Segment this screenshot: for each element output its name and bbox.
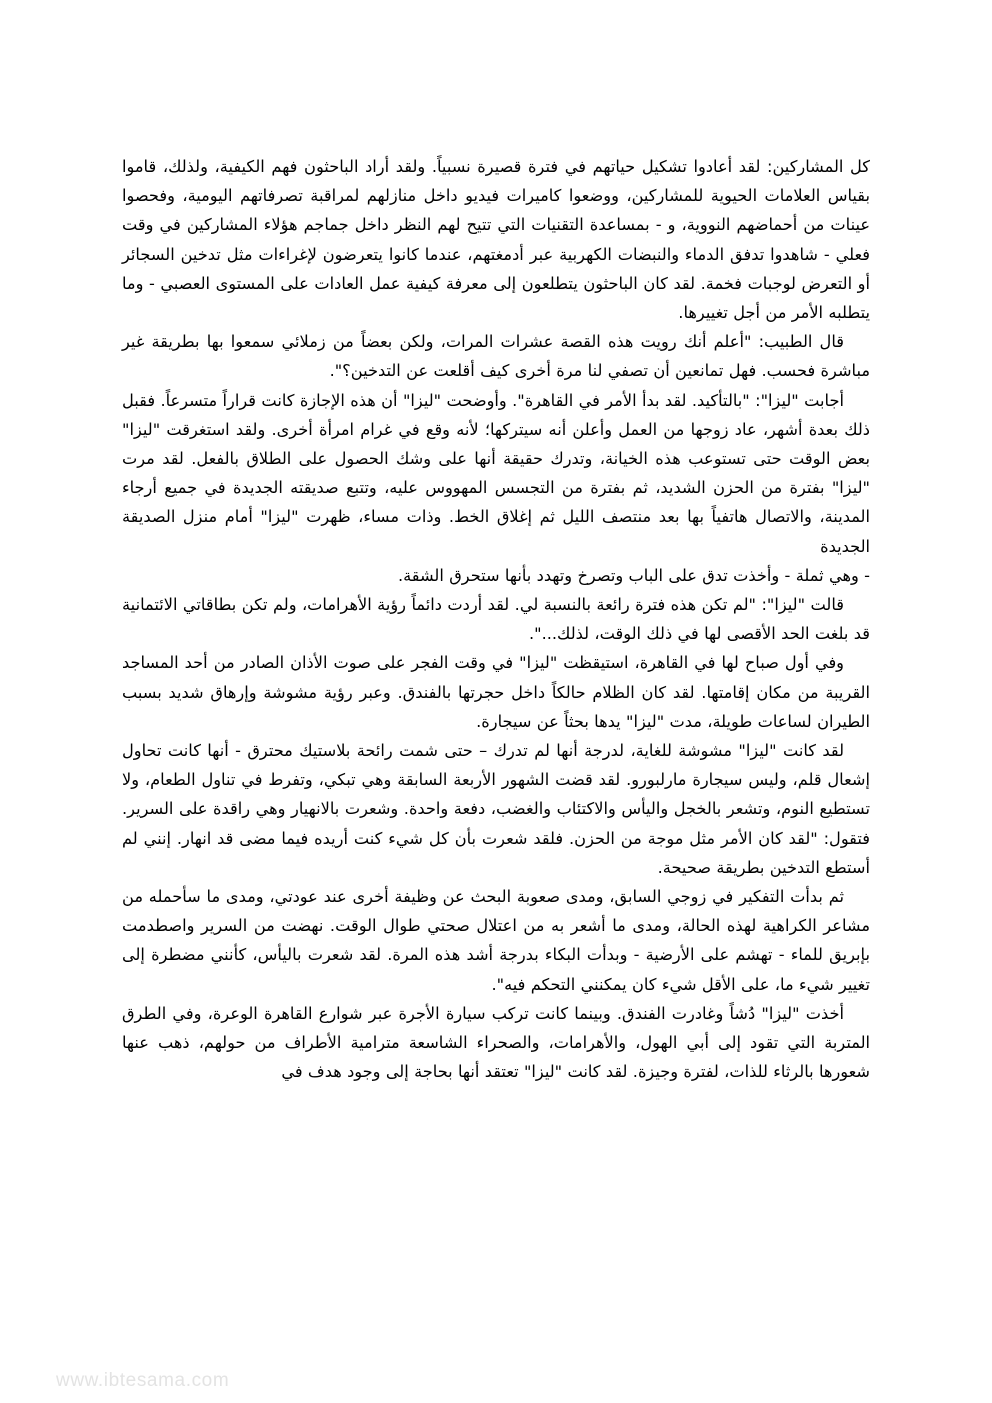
paragraph: لقد كانت "ليزا" مشوشة للغاية، لدرجة أنها لم تدرك – حتى شمت رائحة بلاستيك محترق - أنها كانت تحاول إشعال قلم، وليس سيجارة مارلبورو. لقد قضت الشهور الأربعة السابقة وهي تبكي، وتفرط في تناول الطعام، ولا تستطيع النوم، وتشعر بالخجل واليأس والاكتئاب والغضب، دفعة واحدة. وشعرت بالانهيار وهي راقدة على السرير. فتقول: "لقد كان الأمر مثل موجة من الحزن. فلقد شعرت بأن كل شيء كنت أريده فيما مضى قد انهار. إنني لم أستطع التدخين بطريقة صحيحة.	[122, 741, 870, 877]
paragraph: - وهي ثملة - وأخذت تدق على الباب وتصرخ وتهدد بأنها ستحرق الشقة.	[397, 565, 870, 585]
site-watermark: www.ibtesama.com	[56, 1370, 230, 1391]
paragraph: أخذت "ليزا" دُشاً وغادرت الفندق. وبينما كانت تركب سيارة الأجرة عبر شوارع القاهرة الوعرة، وفي الطرق المتربة التي تقود إلى أبي الهول، والأهرامات، والصحراء الشاسعة مترامية الأطراف من حولهم، ذهب عنها شعورها بالرثاء للذات، لفترة وجيزة. لقد كانت "ليزا" تعتقد أنها بحاجة إلى وجود هدف في	[122, 1003, 870, 1082]
paragraph: قالت "ليزا": "لم تكن هذه فترة رائعة بالنسبة لي. لقد أردت دائماً رؤية الأهرامات، ولم تكن بطاقاتي الائتمانية قد بلغت الحد الأقصى لها في ذلك الوقت، لذلك...".	[122, 595, 870, 644]
paragraph: كل المشاركين: لقد أعادوا تشكيل حياتهم في فترة قصيرة نسبياً. ولقد أراد الباحثون فهم الكيفية، ولذلك، قاموا بقياس العلامات الحيوية للمشاركين، ووضعوا كاميرات فيديو داخل منازلهم لمراقبة تصرفاتهم اليومية، وفحصوا عينات من أحماضهم النووية، و - بمساعدة التقنيات التي تتيح لهم النظر داخل جماجم هؤلاء المشاركين في وقت فعلي - شاهدوا تدفق الدماء والنبضات الكهربية عبر أدمغتهم، عندما كانوا يتعرضون لإغراءات مثل تدخين السجائر أو التعرض لوجبات فخمة. لقد كان الباحثون يتطلعون إلى معرفة كيفية عمل العادات على المستوى العصبي - وما يتطلبه الأمر من أجل تغييرها.	[122, 157, 870, 323]
paragraph: ثم بدأت التفكير في زوجي السابق، ومدى صعوبة البحث عن وظيفة أخرى عند عودتي، ومدى ما سأحمله من مشاعر الكراهية لهذه الحالة، ومدى ما أشعر به من اعتلال صحتي طوال الوقت. نهضت من السرير واصطدمت بإبريق للماء - تهشم على الأرضية - وبدأت البكاء بدرجة أشد هذه المرة. لقد شعرت باليأس، كأنني مضطرة إلى تغيير شيء ما، على الأقل شيء كان يمكنني التحكم فيه".	[122, 887, 870, 994]
paragraph: وفي أول صباح لها في القاهرة، استيقظت "ليزا" في وقت الفجر على صوت الأذان الصادر من أحد المساجد القريبة من مكان إقامتها. لقد كان الظلام حالكاً داخل حجرتها بالفندق. وعبر رؤية مشوشة وإرهاق شديد بسبب الطيران لساعات طويلة، مدت "ليزا" يدها بحثاً عن سيجارة.	[122, 653, 870, 731]
paragraph: أجابت "ليزا": "بالتأكيد. لقد بدأ الأمر في القاهرة". وأوضحت "ليزا" أن هذه الإجازة كانت قراراً متسرعاً. فقبل ذلك بعدة أشهر، عاد زوجها من العمل وأعلن أنه سيتركها؛ لأنه وقع في غرام امرأة أخرى. ولقد استغرقت "ليزا" بعض الوقت حتى تستوعب هذه الخيانة، وتدرك حقيقة أنها على وشك الحصول على الطلاق بالفعل. لقد مرت "ليزا" بفترة من الحزن الشديد، ثم بفترة من التجسس المهووس عليه، وتتبع صديقته الجديدة في جميع أرجاء المدينة، والاتصال هاتفياً بها بعد منتصف الليل ثم إغلاق الخط. وذات مساء، ظهرت "ليزا" أمام منزل الصديقة الجديدة	[122, 390, 870, 556]
paragraph: قال الطبيب: "أعلم أنك رويت هذه القصة عشرات المرات، ولكن بعضاً من زملائي سمعوا بها بطريقة غير مباشرة فحسب. فهل تمانعين أن تصفي لنا مرة أخرى كيف أقلعت عن التدخين؟".	[122, 332, 870, 381]
document-text-body	[122, 152, 870, 1087]
